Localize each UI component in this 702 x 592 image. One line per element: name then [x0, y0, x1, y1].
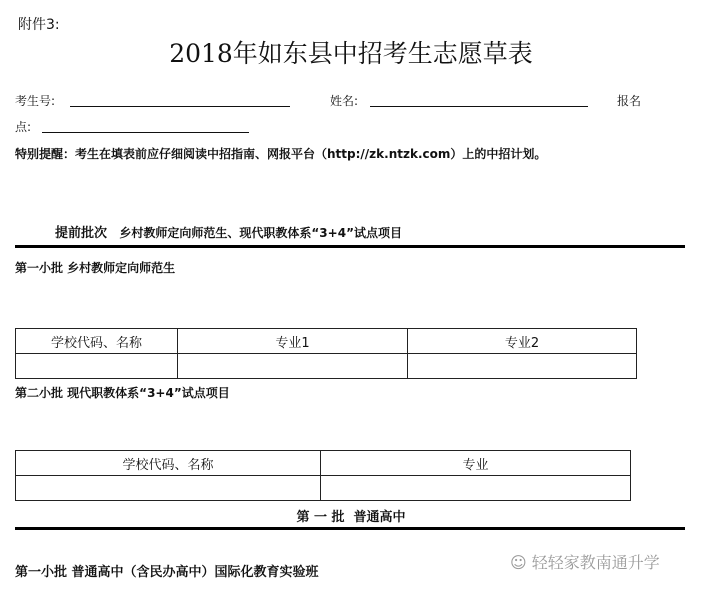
site-field[interactable]	[42, 132, 249, 133]
notice: 特别提醒：考生在填表前应仔细阅读中招指南、网报平台（http://zk.ntzk.com）上的中招计划。	[15, 147, 547, 161]
batch1-sub1-title: 第一小批 普通高中（含民办高中）国际化教育实验班	[15, 565, 319, 580]
major1-cell[interactable]	[178, 354, 408, 379]
header-school: 学校代码、名称	[16, 329, 178, 354]
exam-no-label: 考生号:	[15, 94, 56, 108]
header-major2: 专业2	[408, 329, 637, 354]
attachment-label: 附件3:	[18, 17, 60, 33]
wechat-icon: ☺	[510, 553, 532, 572]
watermark	[510, 550, 660, 573]
name-label: 姓名:	[330, 94, 359, 108]
name-field[interactable]	[370, 106, 588, 107]
divider	[15, 527, 685, 530]
site-label-cont: 点:	[15, 120, 32, 134]
early-batch-label: 提前批次	[55, 226, 108, 241]
header-major1: 专业1	[178, 329, 408, 354]
sub2-table	[15, 450, 631, 501]
exam-no-field[interactable]	[70, 106, 290, 107]
watermark-text: 轻轻家教南通升学	[531, 553, 660, 572]
sub1-table	[15, 328, 637, 379]
divider	[15, 245, 685, 248]
major2-cell[interactable]	[408, 354, 637, 379]
major-cell[interactable]	[321, 476, 631, 501]
early-batch-heading	[55, 222, 402, 241]
sub1-title: 第一小批 乡村教师定向师范生	[15, 261, 176, 275]
page-title: 2018年如东县中招考生志愿草表	[169, 39, 533, 68]
school-cell[interactable]	[16, 476, 321, 501]
header-major: 专业	[321, 451, 631, 476]
header-school: 学校代码、名称	[16, 451, 321, 476]
batch1-heading: 第 一 批 普通高中	[296, 510, 406, 525]
school-cell[interactable]	[16, 354, 178, 379]
site-label: 报名	[617, 94, 642, 108]
sub2-title: 第二小批 现代职教体系“3+4”试点项目	[15, 386, 230, 400]
early-batch-desc: 乡村教师定向师范生、现代职教体系“3+4”试点项目	[119, 226, 402, 240]
